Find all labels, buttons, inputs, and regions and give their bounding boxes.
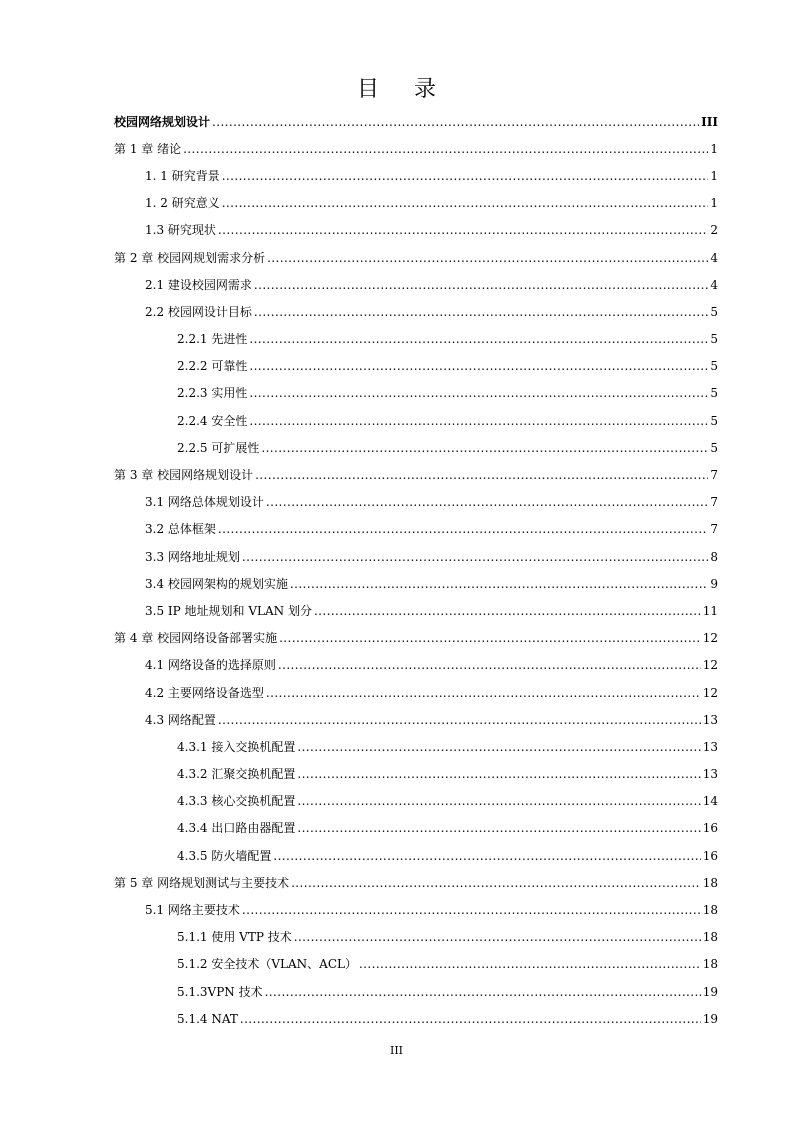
toc-leader-dots	[278, 658, 701, 672]
toc-entry-label: 1.3 研究现状	[145, 223, 216, 238]
toc-leader-dots	[290, 577, 708, 591]
toc-entry[interactable]	[0, 652, 793, 679]
toc-entry-page-number: 18	[702, 930, 718, 945]
toc-entry[interactable]	[0, 924, 793, 951]
toc-entry-label: 5.1.4 NAT	[177, 1011, 238, 1026]
toc-entry-page-number: 19	[702, 1011, 718, 1026]
toc-entry-label: 2.2.2 可靠性	[177, 359, 248, 374]
toc-leader-dots	[273, 849, 700, 863]
toc-leader-dots	[242, 903, 701, 917]
toc-entry-label: 5.1 网络主要技术	[145, 903, 240, 918]
toc-entry-page-number: 12	[702, 631, 718, 646]
toc-entry-label: 3.2 总体框架	[145, 522, 216, 537]
toc-entry-label: 4.1 网络设备的选择原则	[145, 658, 276, 673]
toc-entry-label: 4.3.2 汇聚交换机配置	[177, 767, 296, 782]
toc-entry-page-number: 5	[710, 386, 718, 401]
toc-entry[interactable]	[0, 570, 793, 597]
toc-entry[interactable]	[0, 380, 793, 407]
toc-leader-dots	[291, 876, 701, 890]
toc-entry-label: 2.2.3 实用性	[177, 386, 248, 401]
toc-entry-label: 4.3.3 核心交换机配置	[177, 794, 296, 809]
toc-entry-page-number: 13	[702, 739, 718, 754]
toc-entry[interactable]	[0, 516, 793, 543]
toc-entry-page-number: 13	[702, 712, 718, 727]
toc-leader-dots	[267, 251, 708, 265]
toc-entry[interactable]	[0, 162, 793, 189]
toc-entry-label: 2.1 建设校园网需求	[145, 277, 252, 292]
toc-entry-label: 第 4 章 校园网络设备部署实施	[114, 631, 278, 646]
toc-entry-label: 5.1.1 使用 VTP 技术	[177, 930, 292, 945]
toc-entry[interactable]	[0, 244, 793, 271]
toc-entry-page-number: 7	[710, 468, 718, 483]
toc-entry-label: 第 5 章 网络规划测试与主要技术	[114, 875, 290, 890]
toc-entry-page-number: 11	[702, 603, 718, 618]
toc-entry-page-number: 1	[710, 141, 718, 156]
toc-entry[interactable]	[0, 869, 793, 896]
toc-entry-label: 4.3 网络配置	[145, 712, 216, 727]
toc-entry-label: 4.2 主要网络设备选型	[145, 685, 264, 700]
toc-leader-dots	[297, 740, 700, 754]
toc-leader-dots	[294, 930, 701, 944]
toc-leader-dots	[242, 550, 708, 564]
toc-entry-page-number: 9	[710, 576, 718, 591]
toc-leader-dots	[297, 821, 700, 835]
toc-leader-dots	[249, 332, 708, 346]
toc-entry-label: 3.4 校园网架构的规划实施	[145, 576, 288, 591]
toc-entry-label: 1. 1 研究背景	[145, 168, 220, 183]
toc-entry-page-number: 12	[702, 685, 718, 700]
toc-entry-page-number: 12	[702, 658, 718, 673]
toc-entry-page-number: 16	[702, 848, 718, 863]
toc-entry-page-number: 16	[702, 821, 718, 836]
toc-leader-dots	[212, 115, 699, 129]
toc-entry-page-number: 1	[710, 168, 718, 183]
toc-entry[interactable]	[0, 407, 793, 434]
toc-entry-page-number: 18	[702, 903, 718, 918]
toc-entry[interactable]	[0, 761, 793, 788]
toc-entry-page-number: 4	[710, 277, 718, 292]
toc-entry[interactable]	[0, 271, 793, 298]
toc-leader-dots	[266, 495, 708, 509]
toc-leader-dots	[297, 794, 700, 808]
toc-entry[interactable]	[0, 625, 793, 652]
toc-entry[interactable]	[0, 788, 793, 815]
toc-entry-page-number: 7	[710, 522, 718, 537]
toc-entry-label: 4.3.4 出口路由器配置	[177, 821, 296, 836]
toc-leader-dots	[183, 142, 708, 156]
toc-leader-dots	[249, 359, 708, 373]
toc-leader-dots	[261, 441, 708, 455]
toc-leader-dots	[265, 985, 701, 999]
toc-entry-label: 校园网络规划设计	[114, 114, 211, 129]
toc-entry[interactable]	[0, 434, 793, 461]
toc-entry-page-number: 13	[702, 767, 718, 782]
toc-entry-label: 2.2.5 可扩展性	[177, 440, 260, 455]
toc-entry-label: 2.2 校园网设计目标	[145, 304, 252, 319]
toc-entry-label: 5.1.2 安全技术（VLAN、ACL）	[177, 957, 357, 972]
toc-entry[interactable]	[0, 543, 793, 570]
toc-entry-label: 第 2 章 校园网规划需求分析	[114, 250, 266, 265]
toc-entry[interactable]	[0, 353, 793, 380]
toc-entry-label: 3.5 IP 地址规划和 VLAN 划分	[145, 603, 312, 618]
toc-entry-page-number: 5	[710, 413, 718, 428]
toc-entry-page-number: 5	[710, 304, 718, 319]
toc-leader-dots	[222, 169, 709, 183]
toc-entry[interactable]	[0, 1005, 793, 1032]
toc-leader-dots	[218, 223, 708, 237]
toc-entry-page-number: 14	[702, 794, 718, 809]
toc-entry[interactable]	[0, 733, 793, 760]
toc-entry[interactable]	[0, 108, 793, 135]
toc-entry[interactable]	[0, 326, 793, 353]
toc-leader-dots	[297, 767, 700, 781]
toc-entry-page-number: 5	[710, 440, 718, 455]
toc-leader-dots	[218, 522, 708, 536]
toc-entry[interactable]	[0, 951, 793, 978]
toc-leader-dots	[254, 278, 708, 292]
toc-entry-label: 第 3 章 校园网络规划设计	[114, 468, 254, 483]
toc-entry[interactable]	[0, 978, 793, 1005]
toc-entry-page-number: 4	[710, 250, 718, 265]
toc-entry-page-number: 18	[702, 875, 718, 890]
page-number-footer: III	[389, 1044, 404, 1057]
toc-entry[interactable]	[0, 489, 793, 516]
toc-entry[interactable]	[0, 679, 793, 706]
toc-entry-page-number: 19	[702, 984, 718, 999]
toc-entry-label: 4.3.5 防火墙配置	[177, 848, 272, 863]
toc-entry[interactable]	[0, 298, 793, 325]
toc-entry-label: 5.1.3VPN 技术	[177, 984, 263, 999]
toc-leader-dots	[359, 957, 701, 971]
toc-leader-dots	[240, 1012, 701, 1026]
toc-entry[interactable]	[0, 190, 793, 217]
toc-entry[interactable]	[0, 217, 793, 244]
toc-leader-dots	[249, 414, 708, 428]
toc-entry-label: 1. 2 研究意义	[145, 196, 220, 211]
toc-entry-page-number: III	[701, 114, 718, 129]
toc-entry-page-number: 1	[710, 196, 718, 211]
toc-entry[interactable]	[0, 597, 793, 624]
toc-leader-dots	[279, 631, 701, 645]
toc-entry-page-number: 5	[710, 359, 718, 374]
toc-entry[interactable]	[0, 135, 793, 162]
toc-entry-page-number: 8	[710, 549, 718, 564]
toc-entry-page-number: 18	[702, 957, 718, 972]
toc-entry-label: 3.3 网络地址规划	[145, 549, 240, 564]
toc-entry-label: 2.2.4 安全性	[177, 413, 248, 428]
toc-entry[interactable]	[0, 706, 793, 733]
toc-leader-dots	[255, 468, 708, 482]
toc-entry-page-number: 7	[710, 495, 718, 510]
table-of-contents	[0, 108, 793, 1032]
toc-entry[interactable]	[0, 842, 793, 869]
toc-leader-dots	[254, 305, 708, 319]
toc-entry-page-number: 2	[710, 223, 718, 238]
toc-entry[interactable]	[0, 461, 793, 488]
toc-entry-label: 2.2.1 先进性	[177, 332, 248, 347]
toc-leader-dots	[314, 604, 701, 618]
toc-entry-page-number: 5	[710, 332, 718, 347]
toc-entry[interactable]	[0, 896, 793, 923]
page-title: 目 录	[357, 77, 450, 102]
toc-entry-label: 第 1 章 绪论	[114, 141, 182, 156]
toc-leader-dots	[222, 196, 709, 210]
toc-leader-dots	[249, 386, 708, 400]
toc-leader-dots	[218, 713, 701, 727]
toc-leader-dots	[266, 686, 701, 700]
toc-entry-label: 3.1 网络总体规划设计	[145, 495, 264, 510]
toc-entry-label: 4.3.1 接入交换机配置	[177, 739, 296, 754]
toc-entry[interactable]	[0, 815, 793, 842]
